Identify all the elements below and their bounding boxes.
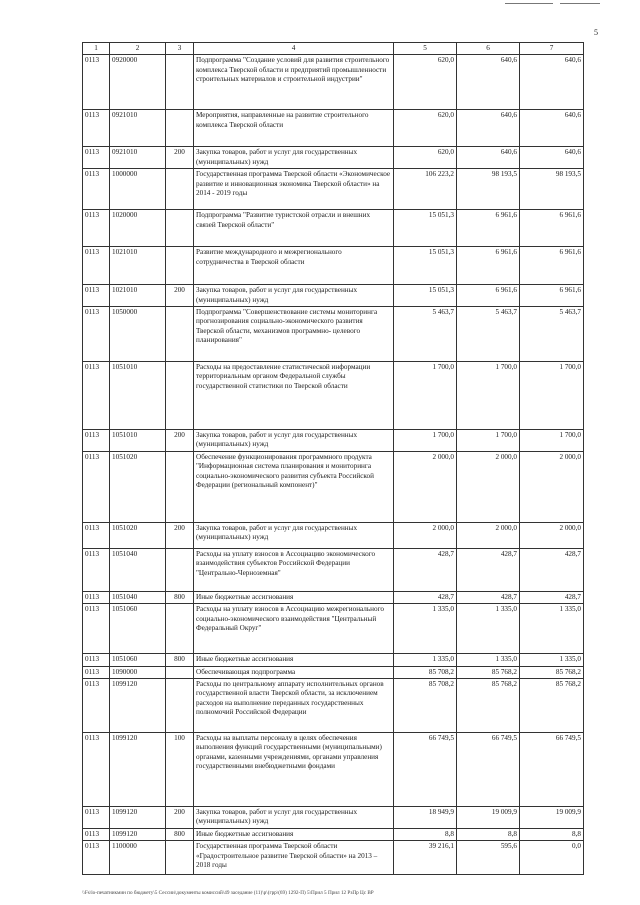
section-code-cell: 0113: [83, 362, 110, 430]
section-code-cell: 0113: [83, 604, 110, 654]
target-article-cell: 1099120: [110, 807, 166, 829]
target-article-cell: 1099120: [110, 828, 166, 840]
amount-col6-cell: 1 335,0: [457, 604, 520, 654]
item-name-cell: Иные бюджетные ассигнования: [194, 828, 394, 840]
amount-col7-cell: 1 335,0: [520, 604, 584, 654]
table-row: [83, 55, 584, 110]
item-name-cell: Мероприятия, направленные на развитие строительного комплекса Тверской области: [194, 110, 394, 147]
section-code-cell: 0113: [83, 654, 110, 666]
header-col-1: 1: [83, 43, 110, 55]
amount-col5-cell: 18 949,9: [394, 807, 457, 829]
amount-col5-cell: 1 700,0: [394, 430, 457, 452]
section-code-cell: 0113: [83, 451, 110, 522]
amount-col6-cell: 1 700,0: [457, 430, 520, 452]
table-row: [83, 828, 584, 840]
expense-type-cell: [166, 247, 194, 285]
amount-col6-cell: 5 463,7: [457, 307, 520, 362]
table-row: [83, 522, 584, 548]
section-code-cell: 0113: [83, 430, 110, 452]
amount-col5-cell: 620,0: [394, 55, 457, 110]
amount-col5-cell: 39 216,1: [394, 841, 457, 875]
amount-col6-cell: 428,7: [457, 591, 520, 603]
target-article-cell: 1051010: [110, 430, 166, 452]
section-code-cell: 0113: [83, 210, 110, 247]
expense-type-cell: [166, 307, 194, 362]
target-article-cell: 1051060: [110, 604, 166, 654]
amount-col7-cell: 1 700,0: [520, 430, 584, 452]
amount-col7-cell: 640,6: [520, 55, 584, 110]
expense-type-cell: 200: [166, 285, 194, 307]
amount-col5-cell: 15 051,3: [394, 210, 457, 247]
amount-col5-cell: 1 335,0: [394, 654, 457, 666]
amount-col7-cell: 2 000,0: [520, 522, 584, 548]
expense-type-cell: [166, 169, 194, 210]
target-article-cell: 1051060: [110, 654, 166, 666]
header-col-2: 2: [110, 43, 166, 55]
item-name-cell: Закупка товаров, работ и услуг для государственных (муниципальных) нужд: [194, 807, 394, 829]
amount-col7-cell: 428,7: [520, 548, 584, 591]
item-name-cell: Закупка товаров, работ и услуг для государственных (муниципальных) нужд: [194, 430, 394, 452]
section-code-cell: 0113: [83, 666, 110, 678]
table-body: [83, 55, 584, 875]
item-name-cell: Подпрограмма "Развитие туристской отрасли и внешних связей Тверской области": [194, 210, 394, 247]
amount-col7-cell: 1 335,0: [520, 654, 584, 666]
target-article-cell: 1050000: [110, 307, 166, 362]
amount-col5-cell: 15 051,3: [394, 247, 457, 285]
item-name-cell: Подпрограмма "Совершенствование системы мониторинга прогнозирования социально-экономического развития Тверской области, механизмов программно- целевого планирования": [194, 307, 394, 362]
section-code-cell: 0113: [83, 247, 110, 285]
expense-type-cell: 200: [166, 430, 194, 452]
item-name-cell: Закупка товаров, работ и услуг для государственных (муниципальных) нужд: [194, 147, 394, 169]
target-article-cell: 1051020: [110, 522, 166, 548]
amount-col7-cell: 85 768,2: [520, 666, 584, 678]
amount-col7-cell: 5 463,7: [520, 307, 584, 362]
section-code-cell: 0113: [83, 307, 110, 362]
section-code-cell: 0113: [83, 548, 110, 591]
target-article-cell: 0921010: [110, 110, 166, 147]
header-row: [83, 43, 584, 55]
table-row: [83, 451, 584, 522]
table-row: [83, 604, 584, 654]
amount-col5-cell: 2 000,0: [394, 522, 457, 548]
item-name-cell: Иные бюджетные ассигнования: [194, 654, 394, 666]
target-article-cell: 0920000: [110, 55, 166, 110]
amount-col7-cell: 0,0: [520, 841, 584, 875]
table-row: [83, 807, 584, 829]
target-article-cell: 1021010: [110, 285, 166, 307]
file-path-footer: \\Fs\lo-печатникмин по бюджету\5 Сессии\документы комиссий\49 заседание (11)\p\(грр\(69) 1292-П) 5\Прил 5 Прил 12 РзПр Цс ВР: [82, 890, 374, 896]
expense-type-cell: [166, 604, 194, 654]
amount-col6-cell: 98 193,5: [457, 169, 520, 210]
section-code-cell: 0113: [83, 55, 110, 110]
amount-col7-cell: 6 961,6: [520, 285, 584, 307]
budget-table: [82, 42, 584, 875]
amount-col6-cell: 6 961,6: [457, 210, 520, 247]
item-name-cell: Иные бюджетные ассигнования: [194, 591, 394, 603]
section-code-cell: 0113: [83, 679, 110, 733]
amount-col5-cell: 2 000,0: [394, 451, 457, 522]
section-code-cell: 0113: [83, 591, 110, 603]
expense-type-cell: 800: [166, 591, 194, 603]
amount-col6-cell: 1 335,0: [457, 654, 520, 666]
page-number: 5: [594, 28, 598, 37]
amount-col7-cell: 428,7: [520, 591, 584, 603]
section-code-cell: 0113: [83, 169, 110, 210]
header-col-3: 3: [166, 43, 194, 55]
amount-col5-cell: 428,7: [394, 548, 457, 591]
expense-type-cell: 200: [166, 522, 194, 548]
table-row: [83, 841, 584, 875]
amount-col5-cell: 85 708,2: [394, 666, 457, 678]
table-row: [83, 210, 584, 247]
section-code-cell: 0113: [83, 807, 110, 829]
amount-col5-cell: 428,7: [394, 591, 457, 603]
amount-col6-cell: 640,6: [457, 55, 520, 110]
item-name-cell: Подпрограмма "Создание условий для развития строительного комплекса Тверской области и предприятий промышленности строительных материалов и строительной индустрии": [194, 55, 394, 110]
item-name-cell: Закупка товаров, работ и услуг для государственных (муниципальных) нужд: [194, 285, 394, 307]
target-article-cell: 1099120: [110, 679, 166, 733]
amount-col6-cell: 2 000,0: [457, 522, 520, 548]
amount-col5-cell: 1 335,0: [394, 604, 457, 654]
item-name-cell: Обеспечение функционирования программного продукта "Информационная система планирования и мониторинга социально-экономического развития субъекта Российской Федерации (региональный компонент)": [194, 451, 394, 522]
expense-type-cell: [166, 110, 194, 147]
expense-type-cell: [166, 679, 194, 733]
amount-col6-cell: 640,6: [457, 110, 520, 147]
amount-col6-cell: 85 768,2: [457, 666, 520, 678]
item-name-cell: Обеспечивающая подпрограмма: [194, 666, 394, 678]
expense-type-cell: [166, 55, 194, 110]
section-code-cell: 0113: [83, 522, 110, 548]
table-row: [83, 548, 584, 591]
item-name-cell: Расходы на предоставление статистической информации территориальным органом Федеральной службы государственной статистики по Тверской области: [194, 362, 394, 430]
expense-type-cell: 800: [166, 828, 194, 840]
target-article-cell: 1051020: [110, 451, 166, 522]
amount-col5-cell: 620,0: [394, 110, 457, 147]
table-row: [83, 679, 584, 733]
header-col-4: 4: [194, 43, 394, 55]
item-name-cell: Расходы по центральному аппарату исполнительных органов государственной власти Тверской области, за исключением расходов на выполнение переданных государственных полномочий Российской Федерации: [194, 679, 394, 733]
expense-type-cell: [166, 666, 194, 678]
amount-col5-cell: 620,0: [394, 147, 457, 169]
target-article-cell: 1090000: [110, 666, 166, 678]
item-name-cell: Расходы на выплаты персоналу в целях обеспечения выполнения функций государственными (муниципальными) органами, казенными учреждениями, органами управления государственными внебюджетными фондами: [194, 733, 394, 807]
table-row: [83, 307, 584, 362]
expense-type-cell: [166, 451, 194, 522]
target-article-cell: 1020000: [110, 210, 166, 247]
amount-col7-cell: 640,6: [520, 110, 584, 147]
target-article-cell: 1000000: [110, 169, 166, 210]
amount-col7-cell: 8,8: [520, 828, 584, 840]
amount-col7-cell: 98 193,5: [520, 169, 584, 210]
section-code-cell: 0113: [83, 841, 110, 875]
table-row: [83, 285, 584, 307]
amount-col5-cell: 106 223,2: [394, 169, 457, 210]
target-article-cell: 1021010: [110, 247, 166, 285]
table-row: [83, 362, 584, 430]
header-col-7: 7: [520, 43, 584, 55]
target-article-cell: 1051040: [110, 548, 166, 591]
amount-col6-cell: 66 749,5: [457, 733, 520, 807]
amount-col6-cell: 6 961,6: [457, 247, 520, 285]
expense-type-cell: 800: [166, 654, 194, 666]
amount-col5-cell: 15 051,3: [394, 285, 457, 307]
amount-col6-cell: 85 768,2: [457, 679, 520, 733]
section-code-cell: 0113: [83, 285, 110, 307]
top-rule-right: [560, 3, 600, 4]
amount-col6-cell: 1 700,0: [457, 362, 520, 430]
section-code-cell: 0113: [83, 110, 110, 147]
section-code-cell: 0113: [83, 733, 110, 807]
amount-col7-cell: 1 700,0: [520, 362, 584, 430]
amount-col7-cell: 640,6: [520, 147, 584, 169]
section-code-cell: 0113: [83, 147, 110, 169]
amount-col6-cell: 640,6: [457, 147, 520, 169]
item-name-cell: Расходы на уплату взносов в Ассоциацию межрегионального социально-экономического взаимодействия "Центральный Федеральный Округ": [194, 604, 394, 654]
amount-col7-cell: 6 961,6: [520, 210, 584, 247]
item-name-cell: Государственная программа Тверской области «Градостроительное развитие Тверской области» на 2013 – 2018 годы: [194, 841, 394, 875]
amount-col7-cell: 6 961,6: [520, 247, 584, 285]
expense-type-cell: [166, 841, 194, 875]
expense-type-cell: [166, 210, 194, 247]
amount-col6-cell: 2 000,0: [457, 451, 520, 522]
target-article-cell: 1100000: [110, 841, 166, 875]
amount-col7-cell: 85 768,2: [520, 679, 584, 733]
item-name-cell: Развитие международного и межрегионального сотрудничества в Тверской области: [194, 247, 394, 285]
section-code-cell: 0113: [83, 828, 110, 840]
amount-col6-cell: 428,7: [457, 548, 520, 591]
expense-type-cell: 200: [166, 807, 194, 829]
amount-col7-cell: 19 009,9: [520, 807, 584, 829]
item-name-cell: Государственная программа Тверской области «Экономическое развитие и инновационная экономика Тверской области» на 2014 - 2019 годы: [194, 169, 394, 210]
expense-type-cell: [166, 362, 194, 430]
amount-col5-cell: 5 463,7: [394, 307, 457, 362]
expense-type-cell: [166, 548, 194, 591]
expense-type-cell: 100: [166, 733, 194, 807]
table-row: [83, 169, 584, 210]
target-article-cell: 1099120: [110, 733, 166, 807]
table-row: [83, 247, 584, 285]
amount-col5-cell: 85 708,2: [394, 679, 457, 733]
amount-col6-cell: 6 961,6: [457, 285, 520, 307]
amount-col5-cell: 66 749,5: [394, 733, 457, 807]
amount-col5-cell: 1 700,0: [394, 362, 457, 430]
amount-col7-cell: 2 000,0: [520, 451, 584, 522]
amount-col6-cell: 595,6: [457, 841, 520, 875]
item-name-cell: Закупка товаров, работ и услуг для государственных (муниципальных) нужд: [194, 522, 394, 548]
target-article-cell: 1051010: [110, 362, 166, 430]
table-row: [83, 733, 584, 807]
amount-col6-cell: 8,8: [457, 828, 520, 840]
target-article-cell: 1051040: [110, 591, 166, 603]
item-name-cell: Расходы на уплату взносов в Ассоциацию экономического взаимодействия субъектов Российской Федерации "Центрально-Черноземная": [194, 548, 394, 591]
table-row: [83, 591, 584, 603]
amount-col5-cell: 8,8: [394, 828, 457, 840]
table-row: [83, 147, 584, 169]
table-row: [83, 666, 584, 678]
header-col-5: 5: [394, 43, 457, 55]
target-article-cell: 0921010: [110, 147, 166, 169]
top-rule-left: [505, 3, 553, 4]
table-row: [83, 654, 584, 666]
header-col-6: 6: [457, 43, 520, 55]
amount-col7-cell: 66 749,5: [520, 733, 584, 807]
expense-type-cell: 200: [166, 147, 194, 169]
amount-col6-cell: 19 009,9: [457, 807, 520, 829]
table-row: [83, 110, 584, 147]
table-row: [83, 430, 584, 452]
